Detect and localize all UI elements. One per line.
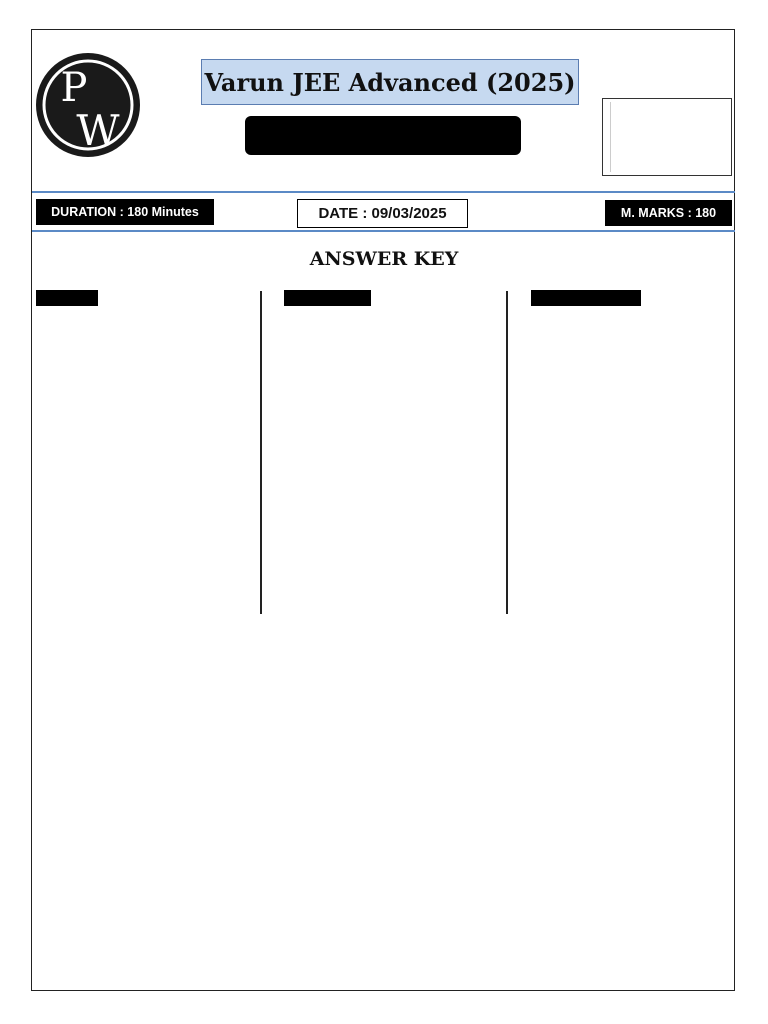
header-rule-bottom	[32, 230, 735, 232]
photo-placeholder-box	[602, 98, 732, 176]
date-label: DATE : 09/03/2025	[297, 199, 468, 228]
photo-box-inner-line	[610, 102, 611, 172]
header-rule-top	[32, 191, 735, 193]
logo-letter-p: P	[60, 65, 88, 111]
section-title: ANSWER KEY	[309, 248, 459, 270]
max-marks-label: M. MARKS : 180	[605, 200, 732, 226]
duration-label: DURATION : 180 Minutes	[36, 199, 214, 225]
column-divider	[260, 291, 262, 614]
column-heading-redacted-2	[284, 290, 371, 306]
column-heading-redacted-3	[531, 290, 641, 306]
column-divider	[506, 291, 508, 614]
redacted-subtitle	[245, 116, 521, 155]
logo-letter-w: W	[76, 106, 120, 155]
column-heading-redacted-1	[36, 290, 98, 306]
exam-title: Varun JEE Advanced (2025)	[201, 59, 579, 105]
pw-logo	[36, 49, 140, 161]
